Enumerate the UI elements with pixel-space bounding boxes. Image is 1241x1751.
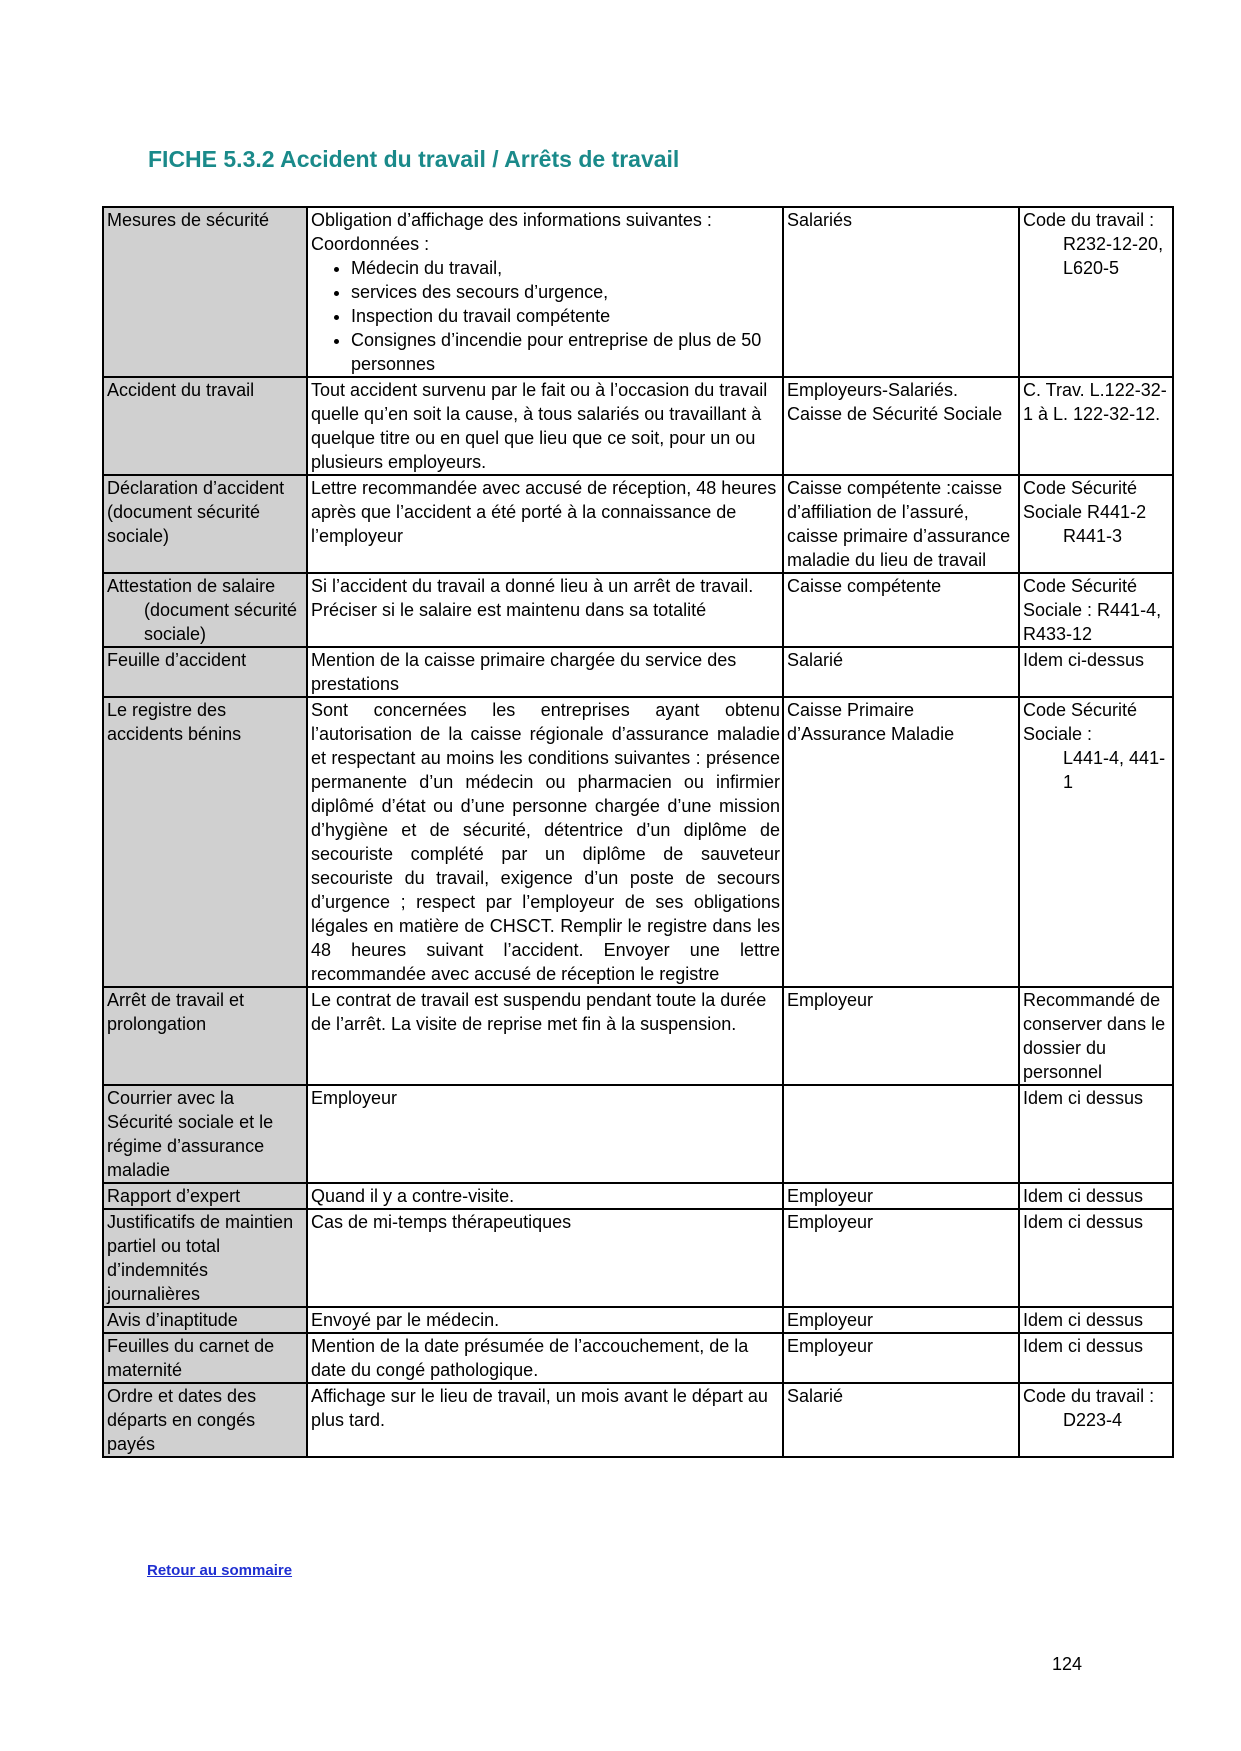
row-recipient: Employeur xyxy=(783,1183,1019,1209)
reference-tail: D223-4 xyxy=(1063,1410,1123,1430)
table-row xyxy=(103,1333,1173,1383)
row-description: Tout accident survenu par le fait ou à l’occasion du travail quelle qu’en soit la cause, à tous salariés ou travaillant à quelque titre ou en quel que lieu que ce soit, pour un ou plusieurs employeurs. xyxy=(307,377,783,475)
row-reference xyxy=(1019,1383,1173,1457)
description-intro: Obligation d’affichage des informations suivantes : xyxy=(311,210,712,230)
label-tail: (document sécurité sociale) xyxy=(144,600,298,644)
table-row xyxy=(103,207,1173,377)
table-row xyxy=(103,573,1173,647)
row-recipient: Salarié xyxy=(783,647,1019,697)
reference-head: Code du travail : xyxy=(1023,210,1155,230)
list-item: • services des secours d’urgence, xyxy=(351,280,780,304)
table-row xyxy=(103,1209,1173,1307)
table-row xyxy=(103,377,1173,475)
row-description xyxy=(307,573,783,647)
row-reference xyxy=(1019,697,1173,987)
row-recipient: Employeur xyxy=(783,1333,1019,1383)
row-reference: Idem ci dessus xyxy=(1019,1333,1173,1383)
row-label: Courrier avec la Sécurité sociale et le régime d’assurance maladie xyxy=(103,1085,307,1183)
table-row xyxy=(103,475,1173,573)
row-reference: Idem ci dessus xyxy=(1019,1209,1173,1307)
row-reference: Code Sécurité Sociale : R441-4, R433-12 xyxy=(1019,573,1173,647)
row-label: Mesures de sécurité xyxy=(103,207,307,377)
row-recipient: Salarié xyxy=(783,1383,1019,1457)
row-label: Déclaration d’accident (document sécurité sociale) xyxy=(103,475,307,573)
table-row xyxy=(103,987,1173,1085)
reference-tail: R441-3 xyxy=(1063,526,1123,546)
row-description: Mention de la caisse primaire chargée du service des prestations xyxy=(307,647,783,697)
row-recipient: Employeurs-Salariés. Caisse de Sécurité Sociale xyxy=(783,377,1019,475)
row-description: Envoyé par le médecin. xyxy=(307,1307,783,1333)
list-item: • Inspection du travail compétente xyxy=(351,304,780,328)
row-reference: Idem ci dessus xyxy=(1019,1183,1173,1209)
reference-head: Code Sécurité Sociale R441-2 xyxy=(1023,478,1147,522)
table-row xyxy=(103,1307,1173,1333)
table-row xyxy=(103,1183,1173,1209)
row-reference: Idem ci-dessus xyxy=(1019,647,1173,697)
row-reference: Idem ci dessus xyxy=(1019,1307,1173,1333)
row-recipient: Caisse Primaire d’Assurance Maladie xyxy=(783,697,1019,987)
page-title: FICHE 5.3.2 Accident du travail / Arrêts de travail xyxy=(148,146,680,172)
row-description: Cas de mi-temps thérapeutiques xyxy=(307,1209,783,1307)
page-number: 124 xyxy=(1052,1654,1083,1674)
row-label: Feuille d’accident xyxy=(103,647,307,697)
row-recipient: Employeur xyxy=(783,1209,1019,1307)
row-label: Rapport d’expert xyxy=(103,1183,307,1209)
row-description: Lettre recommandée avec accusé de réception, 48 heures après que l’accident a été porté à la connaissance de l’employeur xyxy=(307,475,783,573)
row-label: Arrêt de travail et prolongation xyxy=(103,987,307,1085)
row-label: Le registre des accidents bénins xyxy=(103,697,307,987)
back-to-summary-link[interactable]: Retour au sommaire xyxy=(147,1562,293,1579)
row-description xyxy=(307,207,783,377)
reference-tail: R232-12-20, L620-5 xyxy=(1063,234,1164,278)
row-reference: Idem ci dessus xyxy=(1019,1085,1173,1183)
table-row xyxy=(103,1383,1173,1457)
table-row xyxy=(103,647,1173,697)
table-row xyxy=(103,1085,1173,1183)
row-recipient: Salariés xyxy=(783,207,1019,377)
row-reference xyxy=(1019,475,1173,573)
row-label xyxy=(103,573,307,647)
bullet-list xyxy=(311,256,780,376)
row-description: Quand il y a contre-visite. xyxy=(307,1183,783,1209)
list-item: • Consignes d’incendie pour entreprise de plus de 50 personnes xyxy=(351,328,780,376)
row-description: Le contrat de travail est suspendu pendant toute la durée de l’arrêt. La visite de reprise met fin à la suspension. xyxy=(307,987,783,1085)
reference-head: Code du travail : xyxy=(1023,1386,1155,1406)
row-reference: Recommandé de conserver dans le dossier du personnel xyxy=(1019,987,1173,1085)
row-recipient: Caisse compétente :caisse d’affiliation de l’assuré, caisse primaire d’assurance maladie du lieu de travail xyxy=(783,475,1019,573)
label-head: Attestation de salaire xyxy=(107,576,276,596)
row-recipient: Employeur xyxy=(783,987,1019,1085)
row-recipient xyxy=(783,1085,1019,1183)
reference-tail: L441-4, 441-1 xyxy=(1063,748,1166,792)
table-row xyxy=(103,697,1173,987)
list-item: • Médecin du travail, xyxy=(351,256,780,280)
description-sub: Coordonnées : xyxy=(311,234,430,254)
row-label: Justificatifs de maintien partiel ou total d’indemnités journalières xyxy=(103,1209,307,1307)
description-line: Si l’accident du travail a donné lieu à un arrêt de travail. xyxy=(311,576,754,596)
row-label: Avis d’inaptitude xyxy=(103,1307,307,1333)
description-line: Préciser si le salaire est maintenu dans sa totalité xyxy=(311,600,707,620)
row-recipient: Employeur xyxy=(783,1307,1019,1333)
row-description: Employeur xyxy=(307,1085,783,1183)
row-reference xyxy=(1019,207,1173,377)
row-label: Feuilles du carnet de maternité xyxy=(103,1333,307,1383)
fiche-table xyxy=(102,206,1174,1458)
reference-head: Code Sécurité Sociale : xyxy=(1023,700,1138,744)
row-label: Ordre et dates des départs en congés payés xyxy=(103,1383,307,1457)
row-label: Accident du travail xyxy=(103,377,307,475)
row-recipient: Caisse compétente xyxy=(783,573,1019,647)
row-reference: C. Trav. L.122-32-1 à L. 122-32-12. xyxy=(1019,377,1173,475)
row-description: Mention de la date présumée de l’accouchement, de la date du congé pathologique. xyxy=(307,1333,783,1383)
row-description: Sont concernées les entreprises ayant obtenu l’autorisation de la caisse régionale d’assurance maladie et respectant au moins les conditions suivantes : présence permanente d’un médecin ou pharmacien ou infirmier diplômé d’état ou d’une personne chargée d’une mission d’hygiène et de sécurité, détentrice d’un diplôme de secouriste complété par un diplôme de sauveteur secouriste du travail, exigence d’un poste de secours d’urgence ; respect par l’employeur de ses obligations légales en matière de CHSCT. Remplir le registre dans les 48 heures suivant l’accident. Envoyer une lettre recommandée avec accusé de réception le registre xyxy=(307,697,783,987)
row-description: Affichage sur le lieu de travail, un mois avant le départ au plus tard. xyxy=(307,1383,783,1457)
